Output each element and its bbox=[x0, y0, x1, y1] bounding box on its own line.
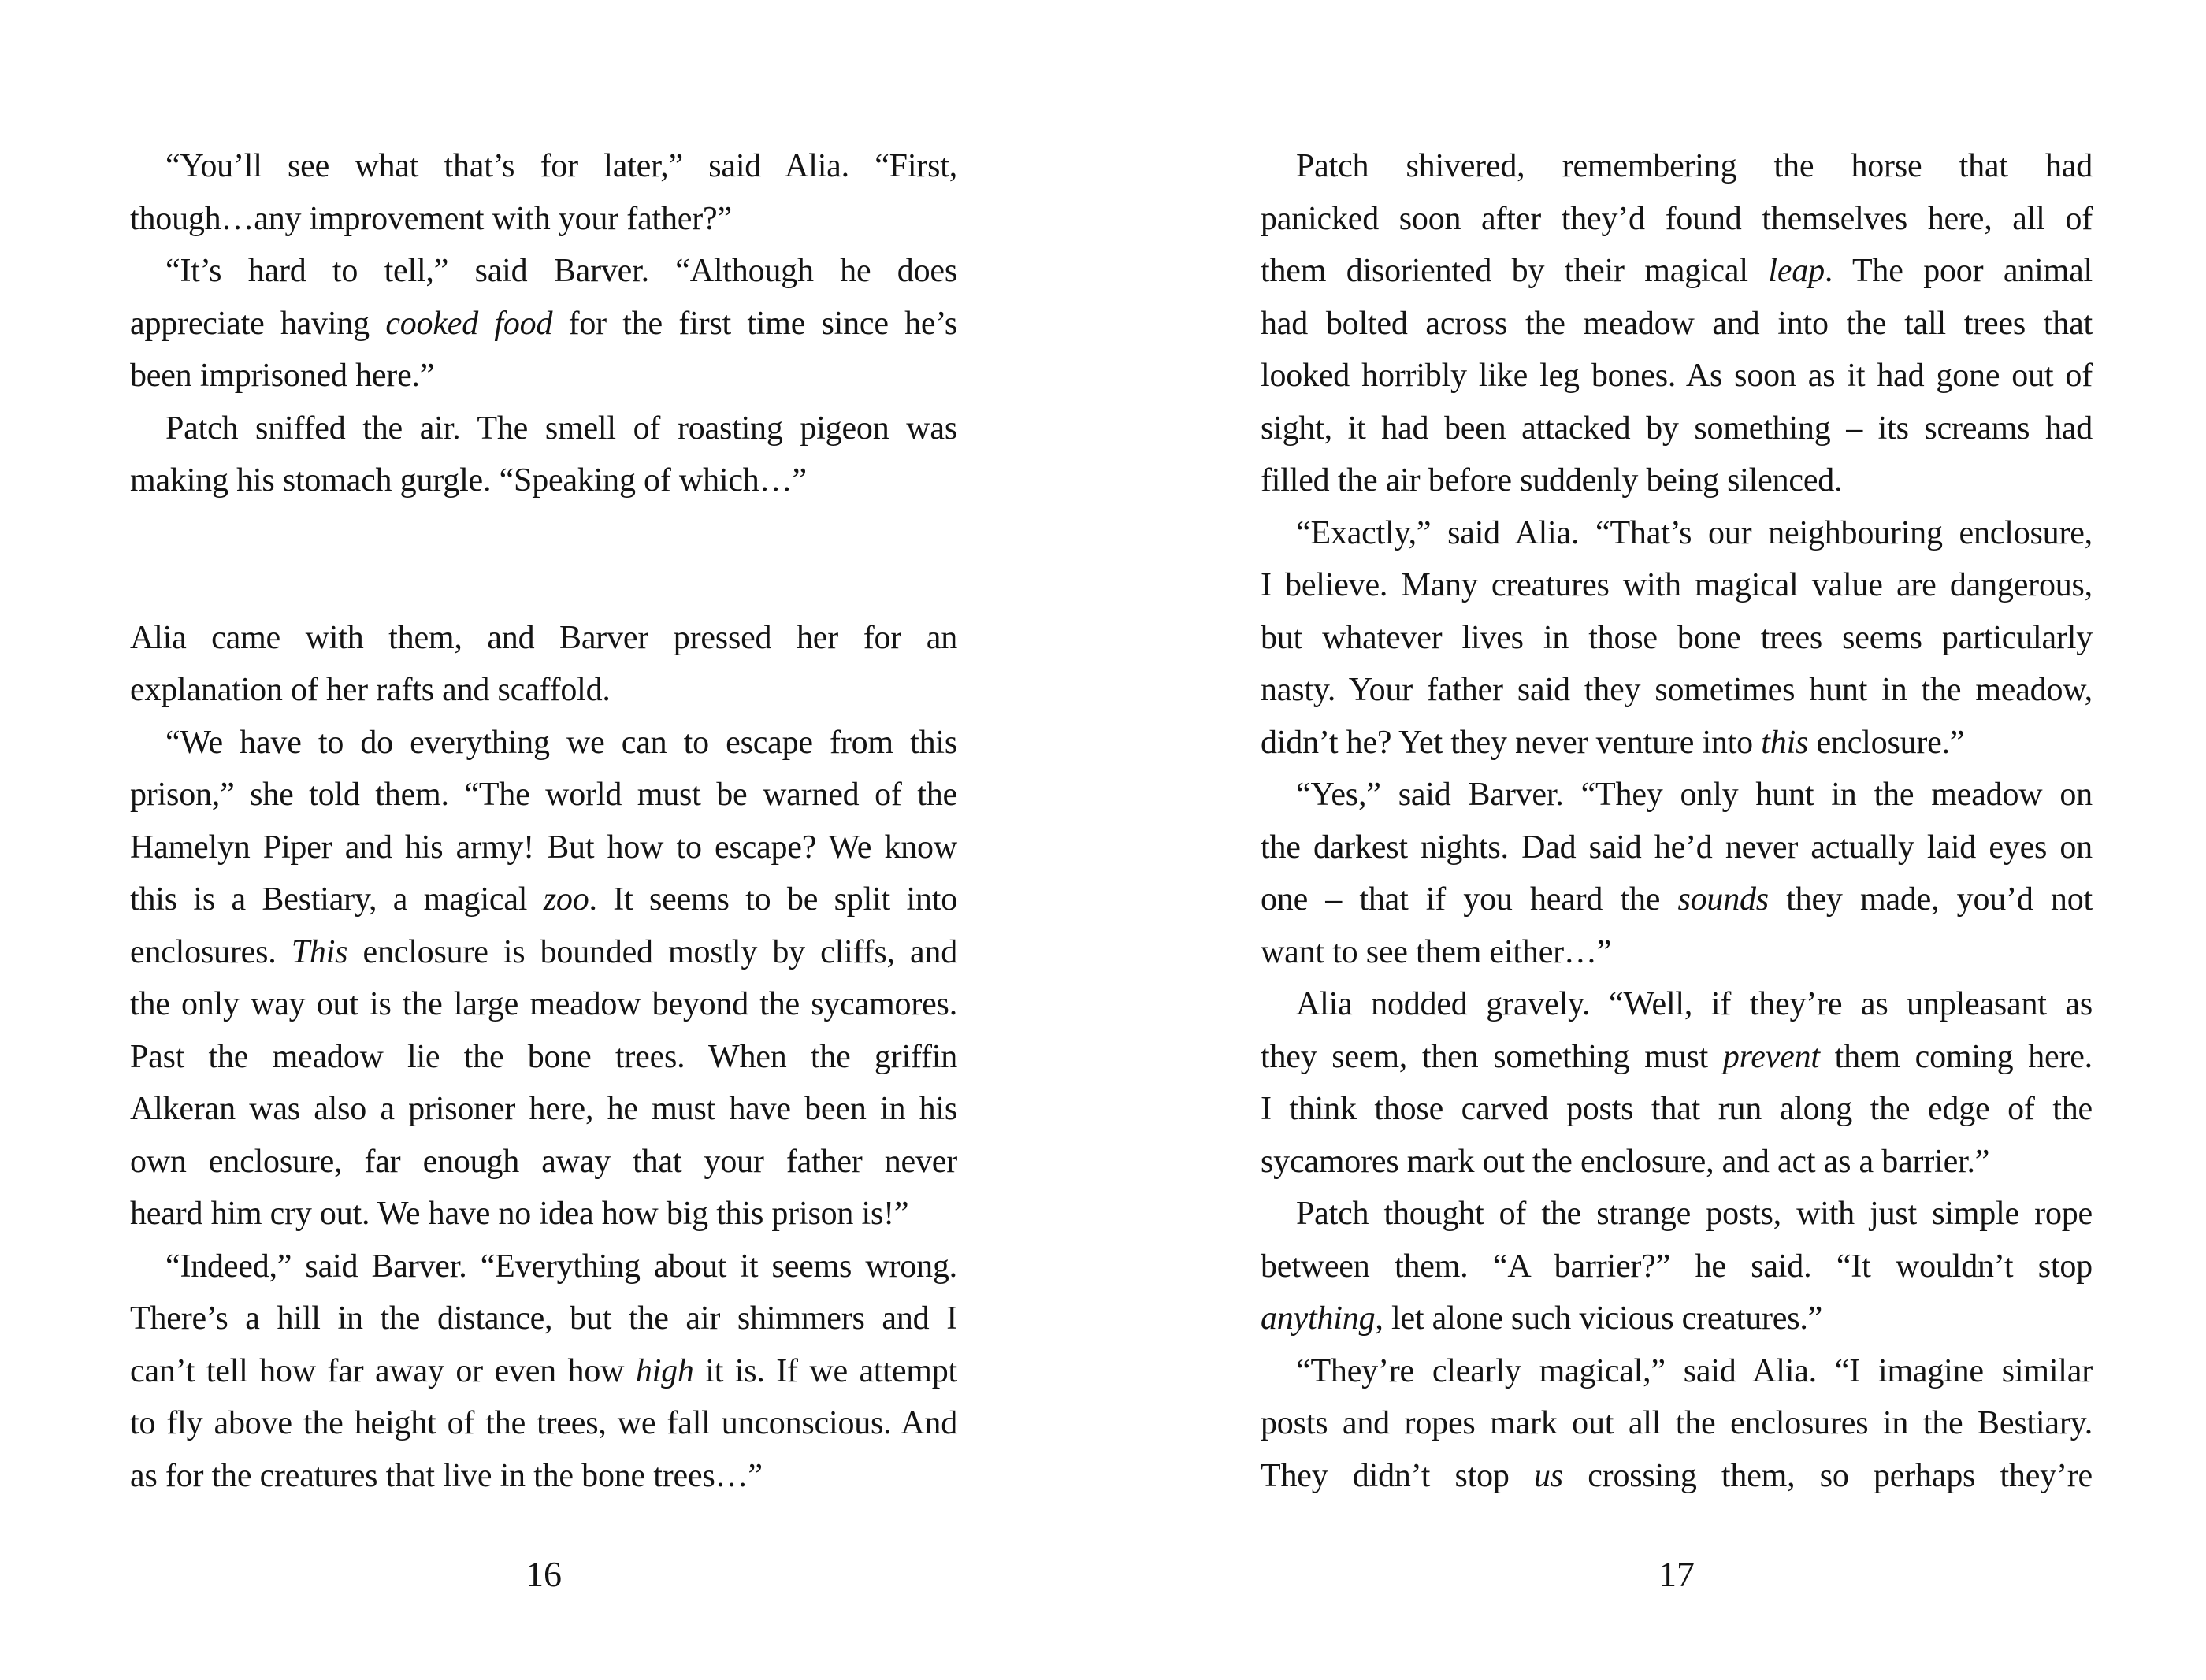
paragraph bbox=[130, 612, 957, 717]
text-line: There’s a hill in the distance, but the air shimmers and I bbox=[130, 1300, 957, 1337]
text-line: want to see them either…” bbox=[1261, 933, 1612, 970]
text-line: sight, it had been attacked by something – its screams had bbox=[1261, 410, 2093, 447]
text-line: Alia came with them, and Barver pressed her for an bbox=[130, 619, 957, 656]
text-line: can’t tell how far away or even how high it is. If we attempt bbox=[130, 1352, 957, 1389]
page-number-left: 16 bbox=[526, 1554, 562, 1594]
paragraph bbox=[1261, 978, 2093, 1188]
paragraph bbox=[1261, 769, 2093, 978]
text-line: Alia nodded gravely. “Well, if they’re as unpleasant as bbox=[1296, 986, 2093, 1022]
text-line: “They’re clearly magical,” said Alia. “I imagine similar bbox=[1296, 1352, 2093, 1389]
paragraph bbox=[1261, 1188, 2093, 1345]
text-line: prison,” she told them. “The world must be warned of the bbox=[130, 777, 957, 813]
text-line: “Indeed,” said Barver. “Everything about it seems wrong. bbox=[165, 1248, 957, 1285]
text-line: enclosures. This enclosure is bounded mostly by cliffs, and bbox=[130, 933, 957, 970]
paragraph bbox=[130, 717, 957, 1241]
text-line: as for the creatures that live in the bone trees…” bbox=[130, 1457, 763, 1494]
text-line: posts and ropes mark out all the enclosures in the Bestiary. bbox=[1261, 1405, 2093, 1441]
text-line: the only way out is the large meadow beyond the sycamores. bbox=[130, 986, 957, 1022]
text-line: “Yes,” said Barver. “They only hunt in the meadow on bbox=[1296, 777, 2093, 813]
text-line: looked horribly like leg bones. As soon as it had gone out of bbox=[1261, 358, 2093, 394]
text-line: appreciate having cooked food for the first time since he’s bbox=[130, 305, 957, 342]
text-line: Past the meadow lie the bone trees. When the griffin bbox=[130, 1038, 957, 1075]
text-line: They didn’t stop us crossing them, so perhaps they’re bbox=[1261, 1457, 2093, 1494]
text-line: but whatever lives in those bone trees seems particularly bbox=[1261, 619, 2093, 656]
text-line: panicked soon after they’d found themselves here, all of bbox=[1261, 200, 2093, 237]
paragraph bbox=[130, 245, 957, 402]
text-line: explanation of her rafts and scaffold. bbox=[130, 672, 611, 708]
text-line: this is a Bestiary, a magical zoo. It seems to be split into bbox=[130, 881, 957, 918]
paragraph bbox=[1261, 507, 2093, 770]
paragraph bbox=[130, 402, 957, 507]
paragraph bbox=[130, 1241, 957, 1503]
text-line: Alkeran was also a prisoner here, he must have been in his bbox=[130, 1091, 957, 1127]
text-line: “It’s hard to tell,” said Barver. “Although he does bbox=[165, 253, 957, 289]
text-line: filled the air before suddenly being silenced. bbox=[1261, 462, 1843, 499]
text-line: between them. “A barrier?” he said. “It wouldn’t stop bbox=[1261, 1248, 2093, 1285]
text-line: nasty. Your father said they sometimes hunt in the meadow, bbox=[1261, 672, 2093, 708]
text-line: own enclosure, far enough away that your father never bbox=[130, 1143, 957, 1180]
text-line: Patch thought of the strange posts, with just simple rope bbox=[1296, 1196, 2093, 1232]
text-line: one – that if you heard the sounds they made, you’d not bbox=[1261, 881, 2093, 918]
text-line: Patch sniffed the air. The smell of roasting pigeon was bbox=[165, 410, 957, 447]
text-line: “You’ll see what that’s for later,” said Alia. “First, bbox=[165, 148, 957, 184]
text-line: anything, let alone such vicious creatures.” bbox=[1261, 1300, 1823, 1337]
text-line: had bolted across the meadow and into the tall trees that bbox=[1261, 305, 2093, 342]
page-number-right: 17 bbox=[1658, 1554, 1695, 1594]
text-line: didn’t he? Yet they never venture into this enclosure.” bbox=[1261, 724, 1965, 761]
text-line: sycamores mark out the enclosure, and act as a barrier.” bbox=[1261, 1143, 1990, 1180]
paragraph bbox=[1261, 140, 2093, 507]
text-line: they seem, then something must prevent them coming here. bbox=[1261, 1038, 2093, 1075]
page-left-text-column bbox=[130, 0, 957, 1502]
page-right-text-column bbox=[1261, 0, 2093, 1502]
text-line: Hamelyn Piper and his army! But how to escape? We know bbox=[130, 829, 957, 866]
text-line: Patch shivered, remembering the horse that had bbox=[1296, 148, 2093, 184]
paragraph bbox=[1261, 1345, 2093, 1503]
text-line: the darkest nights. Dad said he’d never actually laid eyes on bbox=[1261, 829, 2093, 866]
text-line: making his stomach gurgle. “Speaking of which…” bbox=[130, 462, 807, 499]
page-right bbox=[1261, 0, 2093, 1680]
text-line: though…any improvement with your father?” bbox=[130, 200, 732, 237]
text-line: “Exactly,” said Alia. “That’s our neighbouring enclosure, bbox=[1296, 514, 2093, 551]
text-line: heard him cry out. We have no idea how big this prison is!” bbox=[130, 1196, 909, 1232]
paragraph bbox=[130, 140, 957, 245]
text-line: “We have to do everything we can to escape from this bbox=[165, 724, 957, 761]
text-line: them disoriented by their magical leap. The poor animal bbox=[1261, 253, 2093, 289]
text-line: I think those carved posts that run along the edge of the bbox=[1261, 1091, 2093, 1127]
text-line: been imprisoned here.” bbox=[130, 358, 435, 394]
text-line: to fly above the height of the trees, we fall unconscious. And bbox=[130, 1405, 957, 1441]
text-line: I believe. Many creatures with magical value are dangerous, bbox=[1261, 567, 2093, 603]
page-left bbox=[130, 0, 957, 1680]
